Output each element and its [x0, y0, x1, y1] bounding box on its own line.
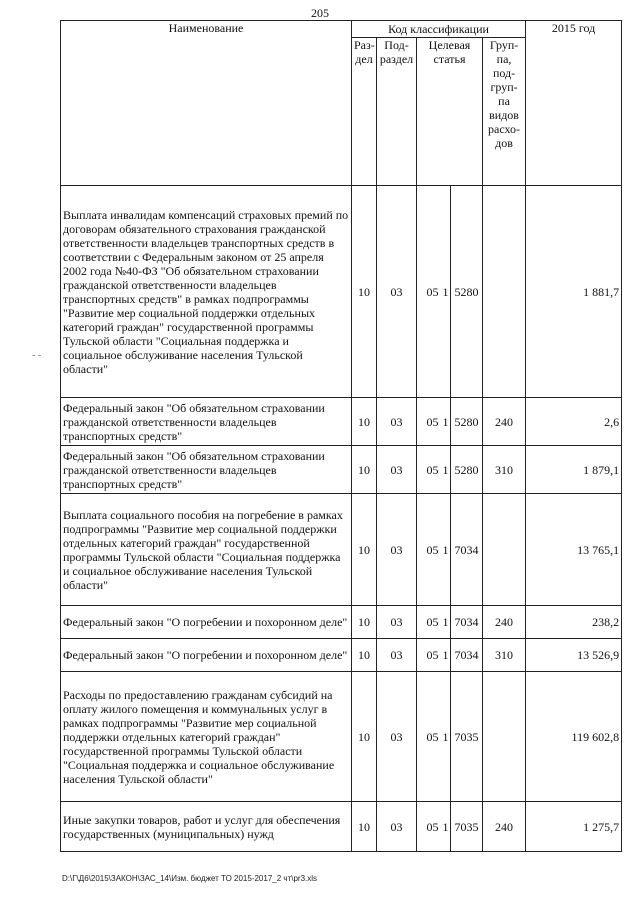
row-name: Расходы по предоставлению гражданам субсидий на оплату жилого помещения и коммунальных услуг в рамках подпрограммы "Развитие мер социальной поддержки отдельных категорий граждан" государственной программы Тульской области "Социальная поддержка и социальное обслуживание населения Тульской области" — [61, 672, 352, 802]
row-target-direction: 7035 — [451, 672, 483, 802]
row-podrazdel: 03 — [377, 398, 417, 446]
table-row — [61, 639, 622, 672]
row-amount: 1 881,7 — [526, 186, 622, 398]
row-amount: 13 765,1 — [526, 494, 622, 606]
row-target-subprogram: 1 — [441, 494, 451, 606]
row-target-direction: 7034 — [451, 639, 483, 672]
header-razdel: Раз- дел — [352, 38, 377, 186]
table-row — [61, 494, 622, 606]
row-amount: 1 275,7 — [526, 802, 622, 852]
row-target-program: 05 — [417, 606, 441, 639]
row-target-direction: 7035 — [451, 802, 483, 852]
row-target-program: 05 — [417, 398, 441, 446]
table-row — [61, 672, 622, 802]
row-name: Федеральный закон "О погребении и похоронном деле" — [61, 606, 352, 639]
row-name: Иные закупки товаров, работ и услуг для обеспечения государственных (муниципальных) нужд — [61, 802, 352, 852]
row-group: 240 — [483, 802, 526, 852]
row-target-subprogram: 1 — [441, 606, 451, 639]
row-name: Федеральный закон "О погребении и похоронном деле" — [61, 639, 352, 672]
row-target-subprogram: 1 — [441, 802, 451, 852]
row-amount: 2,6 — [526, 398, 622, 446]
header-row-1 — [61, 21, 622, 38]
row-group: 240 — [483, 606, 526, 639]
row-target-subprogram: 1 — [441, 639, 451, 672]
row-group: 310 — [483, 639, 526, 672]
row-razdel: 10 — [352, 186, 377, 398]
row-target-subprogram: 1 — [441, 446, 451, 494]
row-razdel: 10 — [352, 606, 377, 639]
budget-table — [60, 20, 622, 852]
row-podrazdel: 03 — [377, 494, 417, 606]
row-target-subprogram: 1 — [441, 672, 451, 802]
table-row — [61, 446, 622, 494]
row-amount: 119 602,8 — [526, 672, 622, 802]
row-target-direction: 5280 — [451, 186, 483, 398]
header-group: Груп- па, под- груп- па видов расхо- дов — [483, 38, 526, 186]
row-target-program: 05 — [417, 802, 441, 852]
table-row — [61, 398, 622, 446]
row-amount: 238,2 — [526, 606, 622, 639]
row-group: 310 — [483, 446, 526, 494]
row-razdel: 10 — [352, 802, 377, 852]
row-target-program: 05 — [417, 639, 441, 672]
row-name: Федеральный закон "Об обязательном страховании гражданской ответственности владельцев транспортных средств" — [61, 446, 352, 494]
row-podrazdel: 03 — [377, 186, 417, 398]
row-target-direction: 7034 — [451, 494, 483, 606]
page-number: 205 — [311, 6, 329, 20]
row-razdel: 10 — [352, 672, 377, 802]
row-target-subprogram: 1 — [441, 186, 451, 398]
row-razdel: 10 — [352, 494, 377, 606]
row-name: Федеральный закон "Об обязательном страховании гражданской ответственности владельцев транспортных средств" — [61, 398, 352, 446]
row-group — [483, 186, 526, 398]
row-razdel: 10 — [352, 398, 377, 446]
row-razdel: 10 — [352, 446, 377, 494]
margin-mark: - - — [32, 350, 42, 361]
row-target-direction: 5280 — [451, 398, 483, 446]
row-target-program: 05 — [417, 446, 441, 494]
row-podrazdel: 03 — [377, 639, 417, 672]
row-group: 240 — [483, 398, 526, 446]
row-target-program: 05 — [417, 186, 441, 398]
row-target-direction: 7034 — [451, 606, 483, 639]
row-name: Выплата инвалидам компенсаций страховых премий по договорам обязательного страхования гражданской ответственности владельцев транспортных средств в соответствии с Федеральным законом от 25 апреля 2002 года №40-ФЗ "Об обязательном страховании гражданской ответственности владельцев транспортных средств" в рамках подпрограммы "Развитие мер социальной поддержки отдельных категорий граждан" государственной программы Тульской области "Социальная поддержка и социальное обслуживание населения Тульской области" — [61, 186, 352, 398]
row-target-program: 05 — [417, 494, 441, 606]
header-year: 2015 год — [526, 21, 622, 186]
row-target-direction: 5280 — [451, 446, 483, 494]
table-row — [61, 802, 622, 852]
header-code-group: Код классификации — [352, 21, 526, 38]
row-target-program: 05 — [417, 672, 441, 802]
row-razdel: 10 — [352, 639, 377, 672]
header-name: Наименование — [61, 21, 352, 186]
row-name: Выплата социального пособия на погребение в рамках подпрограммы "Развитие мер социальной поддержки отдельных категорий граждан" государственной программы Тульской области "Социальная поддержка и социальное обслуживание населения Тульской области" — [61, 494, 352, 606]
row-group — [483, 494, 526, 606]
header-podrazdel: Под- раздел — [377, 38, 417, 186]
row-amount: 13 526,9 — [526, 639, 622, 672]
table-row — [61, 186, 622, 398]
header-target: Целевая статья — [417, 38, 483, 186]
file-path-footer: D:\Г\Д6\2015\ЗАКОН\ЗАС_14\Изм. бюджет ТО 2015-2017_2 чт\pr3.xls — [62, 874, 318, 883]
row-target-subprogram: 1 — [441, 398, 451, 446]
row-podrazdel: 03 — [377, 802, 417, 852]
row-group — [483, 672, 526, 802]
row-podrazdel: 03 — [377, 672, 417, 802]
row-amount: 1 879,1 — [526, 446, 622, 494]
table-row — [61, 606, 622, 639]
row-podrazdel: 03 — [377, 606, 417, 639]
row-podrazdel: 03 — [377, 446, 417, 494]
